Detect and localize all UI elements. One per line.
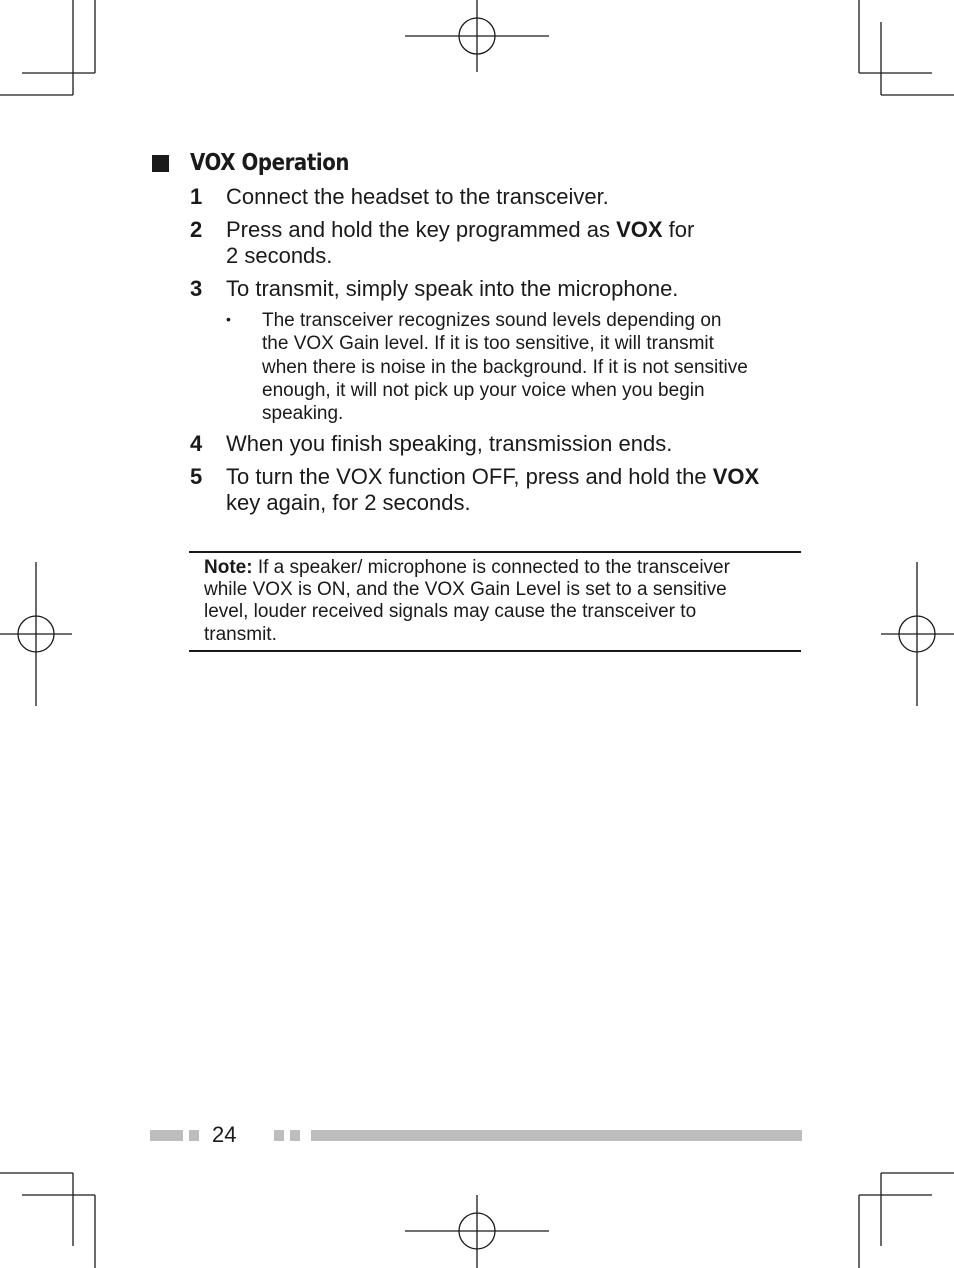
step-text: When you finish speaking, transmission ends. xyxy=(226,431,673,456)
bullet-text: The transceiver recognizes sound levels depending on the VOX Gain level. If it is too sensitive, it will transmit when there is noise in the background. If it is not sensitive enough, it will not pick up your voice when you begin speaking. xyxy=(262,310,748,425)
section-title: VOX Operation xyxy=(190,150,350,176)
page-footer xyxy=(0,1120,954,1150)
step-text: Connect the headset to the transceiver. xyxy=(226,184,609,209)
footer-bar-segment xyxy=(290,1130,300,1141)
section-heading xyxy=(152,148,375,178)
footer-bar-segment xyxy=(189,1130,199,1141)
step-number: 4 xyxy=(190,431,203,456)
step-number: 1 xyxy=(190,184,203,209)
footer-bar-segment xyxy=(311,1130,802,1141)
vox-key-label: VOX xyxy=(616,217,663,242)
note-label: Note: xyxy=(204,557,253,578)
square-bullet-icon xyxy=(152,155,169,172)
step-number: 3 xyxy=(190,276,203,301)
footer-bar-segment xyxy=(274,1130,284,1141)
step-text: Press and hold the key programmed as VOX for 2 seconds. xyxy=(226,217,695,268)
note-text: Note: If a speaker/ microphone is connected to the transceiver while VOX is ON, and the VOX Gain Level is set to a sensitive level, louder received signals may cause the transceiver to transmit. xyxy=(204,557,730,645)
registration-mark-right xyxy=(881,562,954,706)
step-text: To turn the VOX function OFF, press and hold the VOX key again, for 2 seconds. xyxy=(226,464,760,515)
bullet-dot-icon: • xyxy=(226,311,231,327)
step-number: 5 xyxy=(190,464,203,489)
registration-mark-top xyxy=(405,0,549,72)
note-box xyxy=(189,551,801,652)
registration-mark-left xyxy=(0,562,72,706)
step-number: 2 xyxy=(190,217,203,242)
registration-mark-bottom xyxy=(405,1195,549,1268)
page-number: 24 xyxy=(212,1122,237,1147)
footer-bar-segment xyxy=(150,1130,183,1141)
vox-key-label: VOX xyxy=(712,464,760,489)
step-text: To transmit, simply speak into the microphone. xyxy=(226,276,679,301)
